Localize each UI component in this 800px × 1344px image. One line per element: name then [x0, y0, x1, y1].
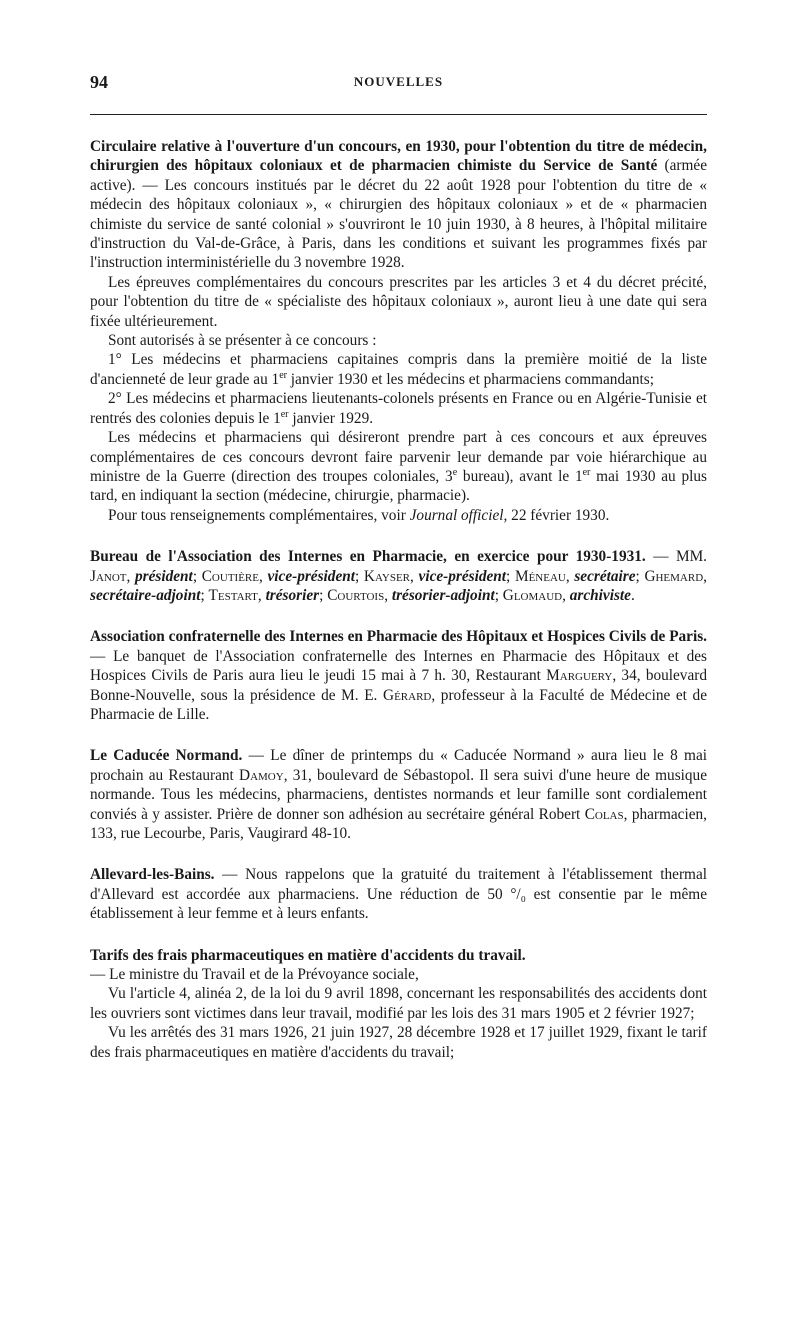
- paragraph: [90, 428, 707, 506]
- paragraph: [90, 389, 707, 428]
- person-name: Testart: [208, 586, 258, 604]
- text-run: Les concours institués par le décret du 22 août 1928 pour l'obtention du titre de « médecin des hôpitaux coloniaux », « chirurgien des hôpitaux coloniaux » et de « pharmacien chimiste du service de santé colonial » s'ouvriront le 10 juin 1930, à 8 heures, à l'hôpital militaire d'instruction du Val-de-Grâce, à Paris, dans les conditions et suivant les programmes fixés par l'instruction interministérielle du 3 novembre 1928.: [90, 176, 707, 272]
- role: trésorier-adjoint: [391, 586, 495, 604]
- person-name: Courtois: [327, 586, 385, 604]
- text-run: — Le dîner de printemps du « Caducée Normand » aura lieu le 8 mai prochain au Restaurant: [90, 747, 707, 784]
- role: vice-président: [418, 567, 507, 585]
- role: vice-président: [267, 567, 355, 585]
- article-body: [90, 137, 707, 1062]
- section-title: Tarifs des frais pharmaceutiques en matière d'accidents du travail.: [90, 946, 526, 964]
- text-run: mai 1930 au plus tard, en indiquant la section (médecine, chirurgie, pharmacie).: [90, 467, 707, 505]
- superscript: e: [452, 466, 458, 478]
- paragraph: [90, 946, 707, 965]
- person-name: Janot: [90, 567, 127, 585]
- person-name: Colas: [584, 805, 624, 823]
- paragraph: [90, 506, 707, 525]
- person-name: Damoy: [239, 766, 284, 784]
- text-run: Les médecins et pharmaciens qui désireront prendre part à ces concours et aux épreuves complémentaires de ces concours devront faire parvenir leur demande par voie hiérarchique au ministre de la Guerre (direction des troupes coloniales, 3: [90, 429, 707, 485]
- text-run: (armée active). —: [90, 157, 708, 194]
- text-run: , 34, boulevard Bonne-Nouvelle, sous la présidence de M. E.: [90, 667, 707, 704]
- paragraph: [90, 627, 707, 724]
- superscript: er: [582, 466, 591, 478]
- paragraph: [90, 350, 707, 389]
- section-allevard: [90, 865, 707, 923]
- paragraph: Vu l'article 4, alinéa 2, de la loi du 9 avril 1898, concernant les responsabilités des accidents dont les ouvriers sont victimes dans leur travail, modifié par les lois des 31 mars 1905 et 2 février 1927;: [90, 985, 707, 1022]
- paragraph: Sont autorisés à se présenter à ce concours :: [108, 332, 377, 350]
- role: archiviste: [569, 586, 631, 604]
- paragraph: Vu les arrêtés des 31 mars 1926, 21 juin 1927, 28 décembre 1928 et 17 juillet 1929, fixant le tarif des frais pharmaceutiques en matière d'accidents du travail;: [90, 1024, 707, 1061]
- section-title: Allevard-les-Bains.: [90, 866, 215, 884]
- text-run: 1° Les médecins et pharmaciens capitaines compris dans la première moitié de la liste d'ancienneté de leur grade au 1: [90, 351, 707, 388]
- paragraph: Les épreuves complémentaires du concours prescrites par les articles 3 et 4 du décret précité, pour l'obtention du titre de « spécialiste des hôpitaux coloniaux », auront lieu à une date qui sera fixée ultérieurement.: [90, 273, 707, 330]
- running-head: [90, 72, 707, 102]
- superscript: er: [279, 369, 287, 381]
- section-caducee: [90, 746, 707, 843]
- text-run: — MM.: [645, 548, 707, 566]
- section-title: Bureau de l'Association des Internes en Pharmacie, en exercice pour 1930-1931.: [90, 548, 646, 566]
- text-run: janvier 1930 et les médecins et pharmaciens commandants;: [286, 370, 654, 388]
- text-run: janvier 1929.: [288, 409, 374, 427]
- journal-reference: Journal officiel,: [409, 506, 508, 524]
- section-concours: [90, 137, 707, 525]
- superscript: er: [280, 408, 289, 420]
- header-rule: [90, 114, 707, 115]
- person-name: Kayser: [363, 567, 411, 585]
- text-run: 2° Les médecins et pharmaciens lieutenants-colonels présents en France ou en Algérie-Tunisie et rentrés des colonies depuis le 1: [90, 390, 707, 427]
- person-name: Méneau: [514, 567, 566, 585]
- role: président: [135, 567, 193, 585]
- paragraph: [90, 746, 707, 843]
- section-title: Association confraternelle des Internes en Pharmacie des Hôpitaux et Hospices Civils de Paris.: [90, 628, 707, 646]
- text-run: Pour tous renseignements complémentaires, voir: [108, 506, 410, 524]
- paragraph: [90, 865, 707, 923]
- text-run: , professeur à la Faculté de Médecine et de Pharmacie de Lille.: [90, 686, 707, 723]
- page-number: 94: [90, 72, 108, 92]
- text-run: 22 février 1930.: [507, 506, 610, 524]
- person-name: Gérard: [383, 686, 432, 704]
- section-title: Circulaire relative à l'ouverture d'un concours, en 1930, pour l'obtention du titre de médecin, chirurgien des hôpitaux coloniaux et de pharmacien chimiste du Service de Santé: [90, 138, 707, 175]
- text-run: — Nous rappelons que la gratuité du traitement à l'établissement thermal d'Allevard est accordée aux pharmaciens. Une réduction de 50 °/₀ est consentie par le même établissement à leur femme et à leurs enfants.: [90, 866, 707, 923]
- text-run: , 31, boulevard de Sébastopol. Il sera suivi d'une heure de musique normande. Tous les médecins, pharmaciens, dentistes normands et leur famille sont cordialement conviés à y assister. Prière de donner son adhésion au secrétaire général Robert: [90, 766, 707, 823]
- role: secrétaire: [574, 567, 636, 585]
- paragraph: [90, 137, 707, 273]
- person-name: Coutière: [201, 567, 259, 585]
- person-name: Glomaud: [502, 586, 563, 604]
- role: trésorier: [265, 586, 320, 604]
- section-title: Le Caducée Normand.: [90, 747, 243, 765]
- paragraph: Bureau de l'Association des Internes en Pharmacie, en exercice pour 1930-1931. — MM. Janot, président; Coutière, vice-président; Kayser, vice-président; Méneau, secrétaire; Ghemard, secrétaire-adjoint; Testart, trésorier; Courtois, trésorier-adjoint; Glomaud, archiviste.: [90, 548, 707, 604]
- section-bureau: [90, 547, 707, 605]
- section-association: [90, 627, 707, 724]
- text-run: — Le banquet de l'Association confraternelle des Internes en Pharmacie des Hôpitaux et des Hospices Civils de Paris aura lieu le jeudi 15 mai à 7 h. 30, Restaurant: [90, 647, 707, 685]
- person-name: Ghemard: [644, 567, 704, 585]
- text-run: , pharmacien, 133, rue Lecourbe, Paris, Vaugirard 48-10.: [90, 805, 707, 842]
- running-title: NOUVELLES: [353, 74, 444, 89]
- role: secrétaire-adjoint: [90, 586, 201, 604]
- text-run: bureau), avant le 1: [457, 467, 583, 485]
- paragraph: — Le ministre du Travail et de la Prévoyance sociale,: [90, 966, 419, 984]
- section-tarifs: [90, 946, 707, 1062]
- person-name: Marguery: [546, 667, 613, 685]
